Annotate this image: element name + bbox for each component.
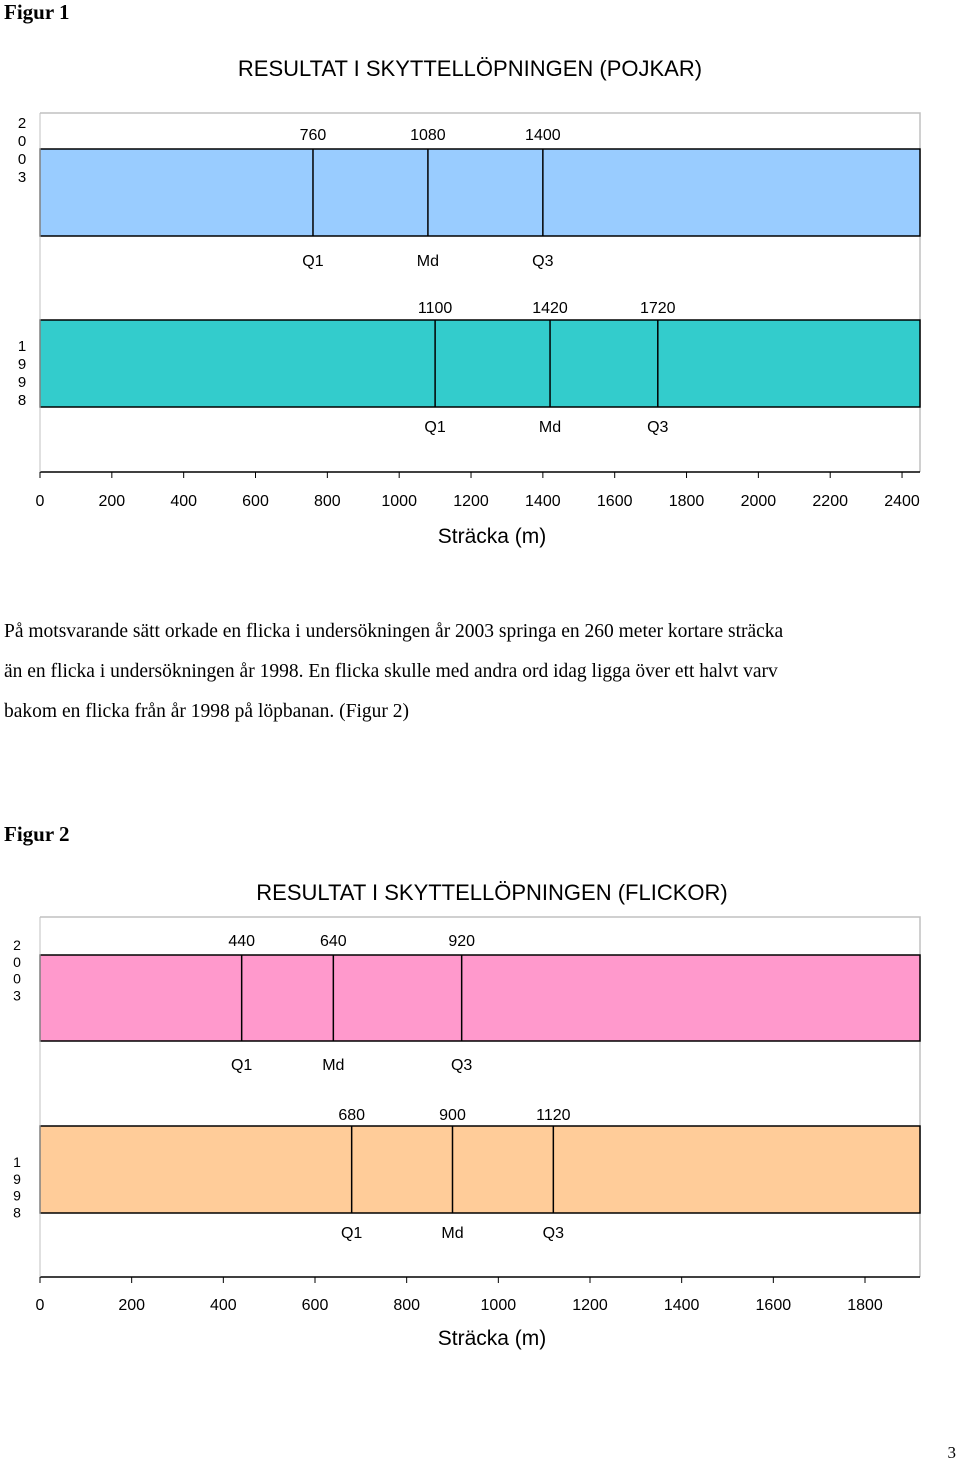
quartile-value-label: 1400 — [525, 127, 561, 144]
x-tick-label: 1400 — [663, 1297, 700, 1314]
quartile-name-label: Md — [416, 253, 440, 270]
x-tick-label: 1600 — [755, 1297, 792, 1314]
quartile-name-label: Md — [538, 419, 562, 436]
paragraph-line: bakom en flicka från år 1998 på löpbanan. (Figur 2) — [4, 701, 410, 722]
quartile-value-label: 680 — [338, 1107, 366, 1124]
x-tick-label: 1200 — [572, 1297, 608, 1314]
x-tick-label: 1000 — [381, 493, 417, 510]
x-tick-label: 200 — [118, 1297, 146, 1314]
x-axis-label: Sträcka (m) — [437, 525, 547, 548]
x-tick-label: 1800 — [668, 493, 705, 510]
x-tick-label: 400 — [209, 1297, 237, 1314]
x-tick-label: 1000 — [480, 1297, 517, 1314]
x-tick-label: 600 — [242, 493, 269, 510]
quartile-name-label: Q3 — [542, 1225, 565, 1242]
chart-girls — [0, 860, 960, 1360]
quartile-name-label: Q1 — [424, 419, 446, 436]
quartile-value-label: 900 — [439, 1107, 466, 1124]
x-tick-label: 1200 — [453, 493, 489, 510]
quartile-value-label: 1100 — [417, 300, 453, 317]
chart-title: RESULTAT I SKYTTELLÖPNINGEN (FLICKOR) — [256, 880, 728, 905]
bar-2003 — [40, 149, 920, 236]
x-tick-label: 200 — [98, 493, 126, 510]
x-tick-label: 2200 — [812, 493, 849, 510]
x-tick-label: 1800 — [847, 1297, 883, 1314]
quartile-value-label: 1080 — [410, 127, 446, 144]
category-label-1998: 1 9 9 8 — [17, 338, 27, 409]
x-tick-label: 0 — [35, 1297, 45, 1314]
x-tick-label: 400 — [170, 493, 198, 510]
x-tick-label: 800 — [393, 1297, 421, 1314]
x-tick-label: 2400 — [884, 493, 920, 510]
x-tick-label: 0 — [35, 493, 45, 510]
quartile-value-label: 920 — [448, 933, 476, 950]
quartile-name-label: Q1 — [230, 1057, 253, 1074]
category-label-1998: 1 9 9 8 — [13, 1154, 21, 1221]
chart-boys — [0, 0, 960, 560]
quartile-name-label: Q3 — [647, 419, 669, 436]
x-tick-label: 800 — [313, 493, 341, 510]
figure1-label: Figur 1 — [4, 0, 70, 24]
quartile-value-label: 440 — [228, 933, 256, 950]
x-tick-label: 1600 — [596, 493, 633, 510]
body-paragraph — [4, 612, 959, 732]
quartile-name-label: Q1 — [302, 253, 324, 270]
x-tick-label: 1400 — [525, 493, 561, 510]
category-label-2003: 2 0 0 3 — [17, 115, 27, 186]
quartile-name-label: Q1 — [340, 1225, 363, 1242]
figure2-label: Figur 2 — [4, 822, 70, 846]
bar-1998 — [40, 1126, 920, 1213]
x-tick-label: 2000 — [740, 493, 777, 510]
quartile-name-label: Q3 — [532, 253, 554, 270]
x-axis-label: Sträcka (m) — [437, 1327, 547, 1350]
paragraph-line: än en flicka i undersökningen år 1998. En flicka skulle med andra ord idag ligga över ett halvt varv — [4, 661, 778, 682]
quartile-value-label: 1420 — [532, 300, 568, 317]
quartile-value-label: 760 — [299, 127, 327, 144]
category-label-2003: 2 0 0 3 — [13, 937, 21, 1004]
x-tick-label: 600 — [301, 1297, 329, 1314]
bar-2003 — [40, 955, 920, 1041]
page-number: 3 — [947, 1443, 956, 1462]
quartile-name-label: Md — [441, 1225, 464, 1242]
paragraph-line: På motsvarande sätt orkade en flicka i undersökningen år 2003 springa en 260 meter kortare sträcka — [4, 621, 784, 642]
chart-title: RESULTAT I SKYTTELLÖPNINGEN (POJKAR) — [237, 56, 703, 81]
quartile-name-label: Q3 — [450, 1057, 473, 1074]
quartile-value-label: 1120 — [536, 1107, 571, 1124]
quartile-value-label: 640 — [319, 933, 347, 950]
quartile-value-label: 1720 — [639, 300, 676, 317]
quartile-name-label: Md — [322, 1057, 345, 1074]
bar-1998 — [40, 320, 920, 407]
